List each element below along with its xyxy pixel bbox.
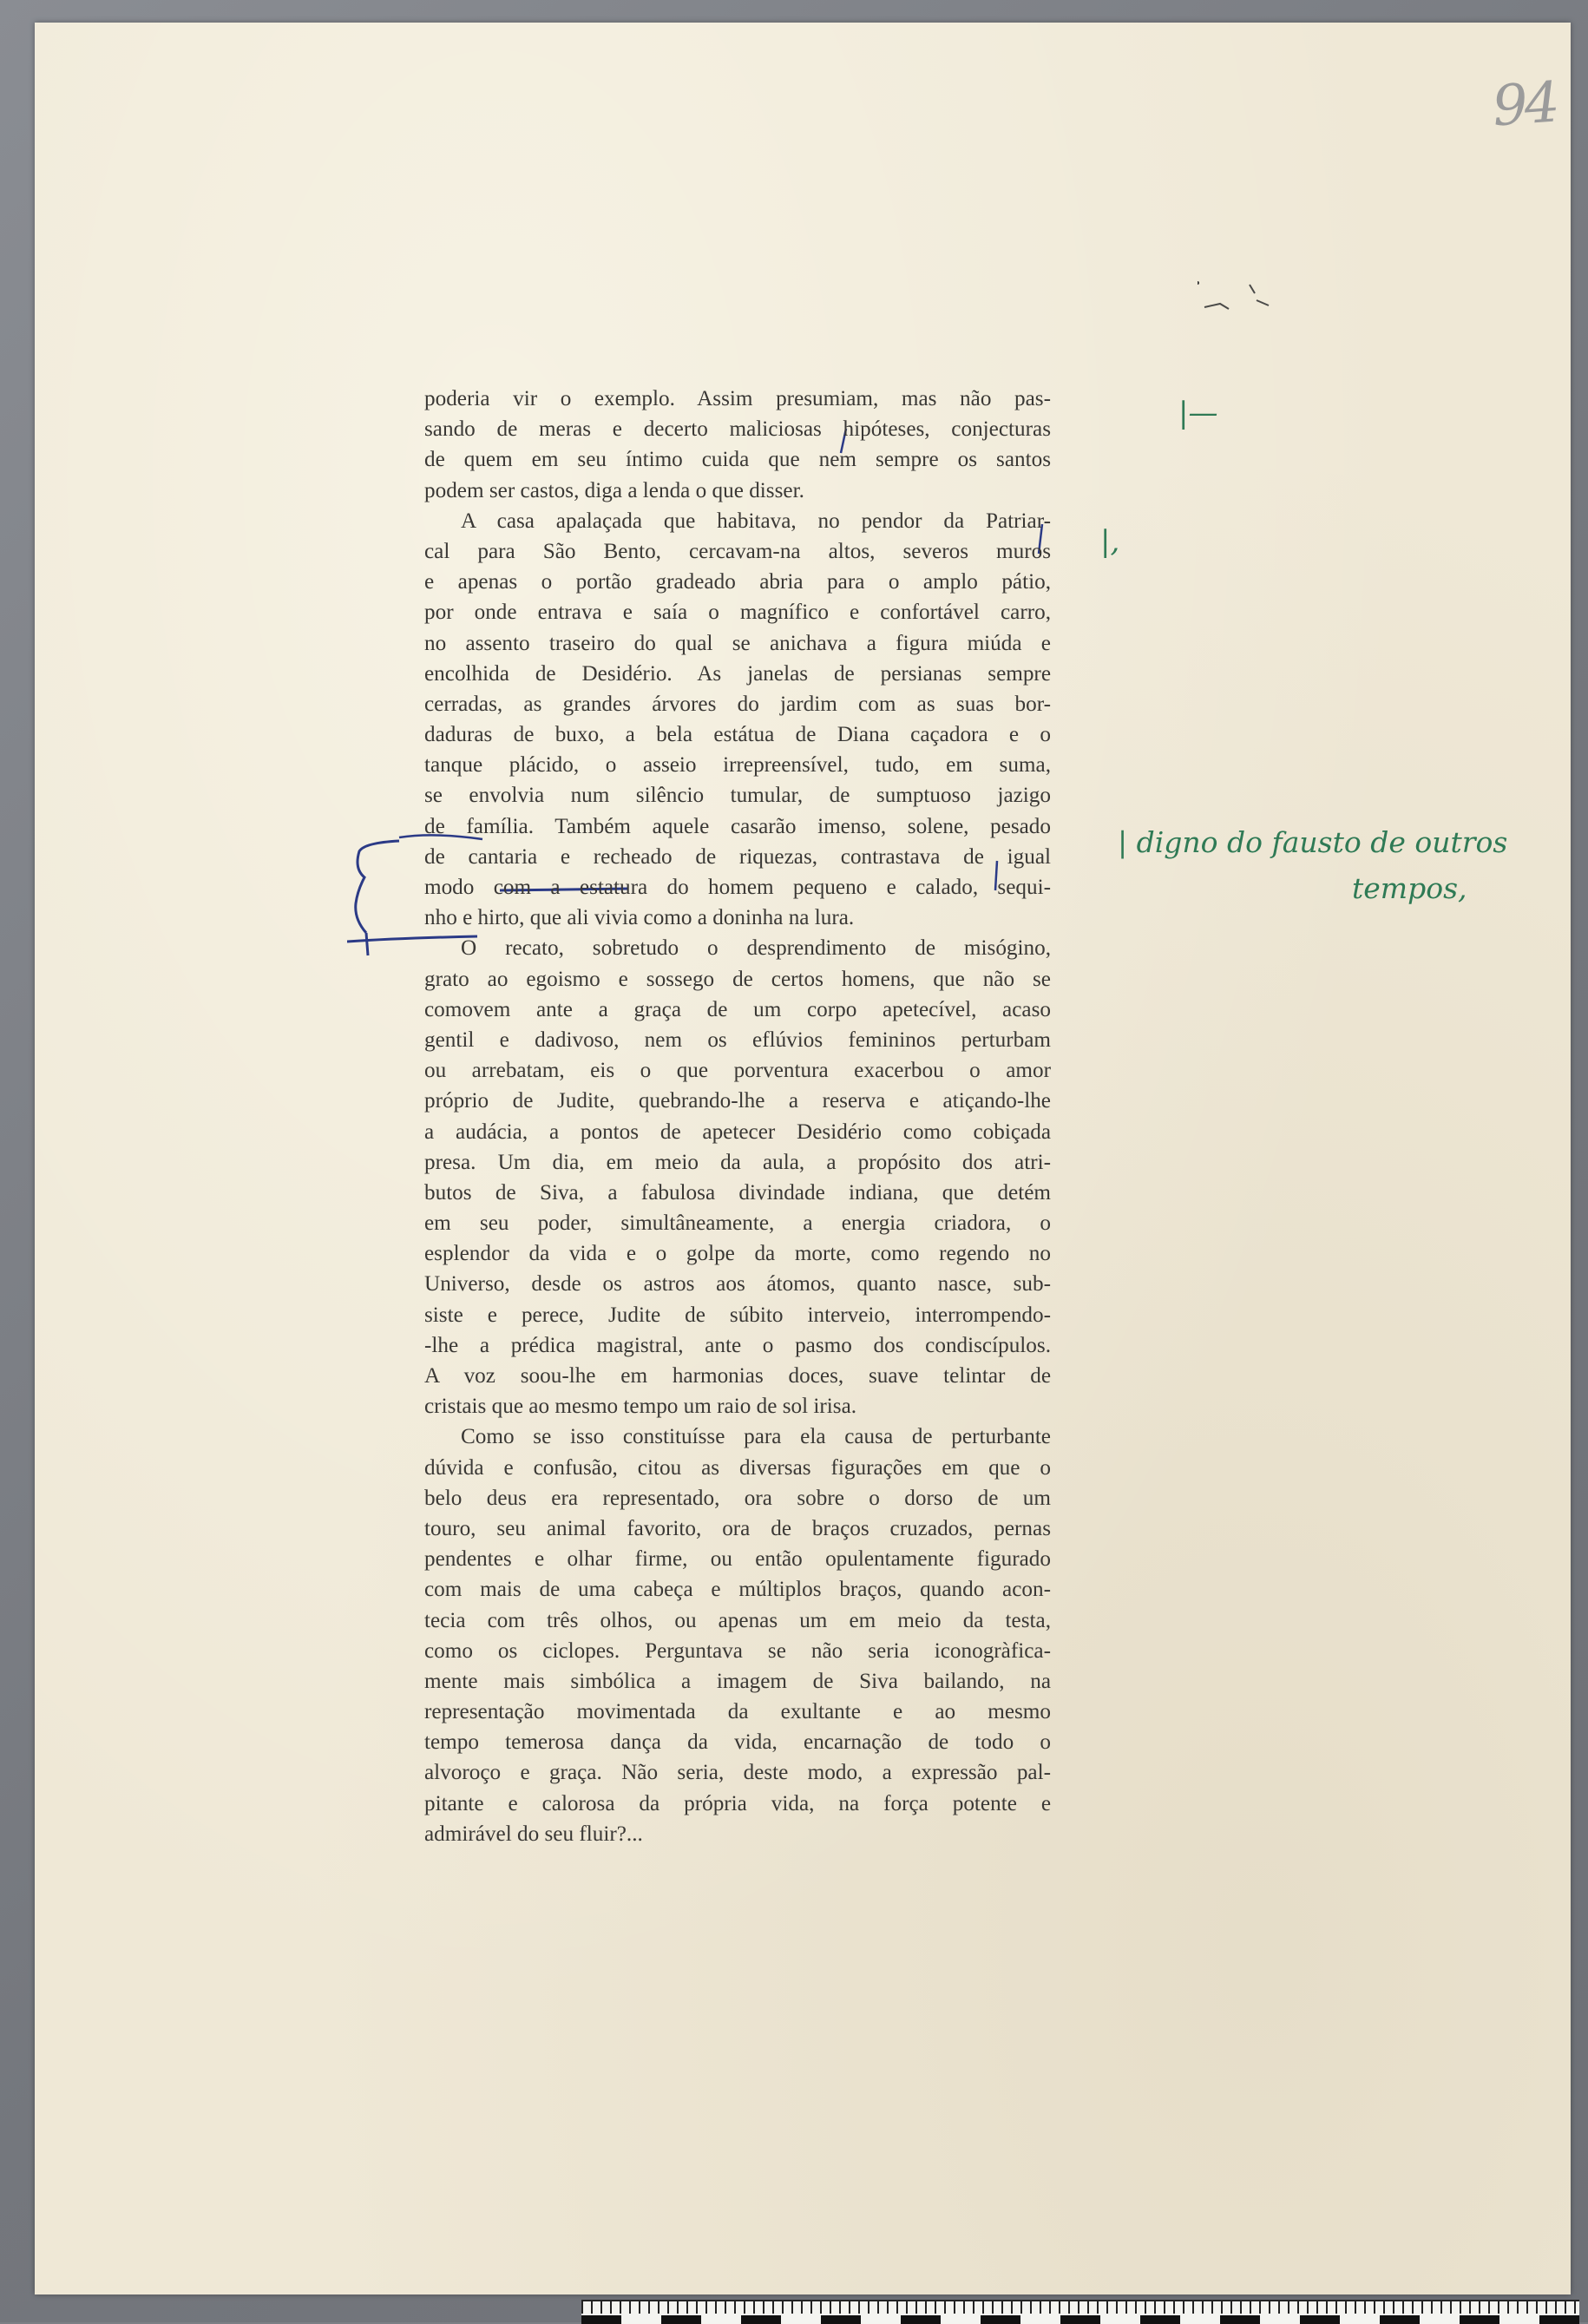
text-line: butos de Siva, a fabulosa divindade indiana, que detém — [424, 1180, 1051, 1205]
text-line: cristais que ao mesmo tempo um raio de sol irisa. — [424, 1395, 857, 1419]
text-line: poderia vir o exemplo. Assim presumiam, mas não pas- — [424, 387, 1051, 410]
text-line: próprio de Judite, quebrando-lhe a reserva e atiçando-lhe — [424, 1089, 1051, 1113]
text-line: gentil e dadivoso, nem os eflúvios femininos perturbam — [424, 1027, 1051, 1052]
text-line: de quem em seu íntimo cuida que nem sempre os santos — [424, 448, 1051, 472]
text-line: mente mais simbólica a imagem de Siva bailando, na — [424, 1669, 1051, 1693]
text-line: belo deus era representado, ora sobre o dorso de um — [424, 1486, 1051, 1510]
text-line: A voz soou-lhe em harmonias doces, suave telintar de — [424, 1364, 1051, 1388]
text-line: por onde entrava e saía o magnífico e confortável carro, — [424, 601, 1051, 625]
text-line: admirável do seu fluir?... — [424, 1822, 643, 1846]
paragraph-1 — [424, 384, 1051, 506]
margin-mark-2: |, — [1100, 524, 1120, 559]
text-line: tanque plácido, o asseio irrepreensível, tudo, em suma, — [424, 753, 1051, 778]
text-line: tempo temerosa dança da vida, encarnação de todo o — [424, 1730, 1051, 1755]
ruler-ticks — [581, 2301, 1579, 2314]
body-text — [424, 384, 1051, 1849]
text-line: pitante e calorosa da própria vida, na força potente e — [424, 1791, 1051, 1815]
text-line: em seu poder, simultâneamente, a energia criadora, o — [424, 1211, 1051, 1236]
text-line: de cantaria e recheado de riquezas, contrastava de igual — [424, 844, 1051, 869]
text-line: O recato, sobretudo o desprendimento de misógino, — [461, 936, 1051, 961]
text-line: esplendor da vida e o golpe da morte, como regendo no — [424, 1242, 1051, 1266]
text-line: Como se isso constituísse para ela causa de perturbante — [461, 1425, 1051, 1449]
ruler-blocks — [581, 2315, 1579, 2324]
text-line: a audácia, a pontos de apetecer Desidério como cobiçada — [424, 1119, 1051, 1144]
text-line: pendentes e olhar firme, ou então opulentamente figurado — [424, 1547, 1051, 1572]
manuscript-page — [35, 23, 1571, 2294]
text-line: encolhida de Desidério. As janelas de persianas sempre — [424, 661, 1051, 686]
scale-ruler — [581, 2300, 1579, 2324]
paragraph-3 — [424, 933, 1051, 1421]
text-line: siste e perece, Judite de súbito interveio, interrompendo- — [424, 1303, 1051, 1327]
text-line: modo com a estatura do homem pequeno e calado, sequi- — [424, 876, 1051, 899]
text-line: como os ciclopes. Perguntava se não seria iconogràfica- — [424, 1638, 1051, 1663]
text-line: alvoroço e graça. Não seria, deste modo, a expressão pal- — [424, 1761, 1051, 1785]
text-line: grato ao egoismo e sossego de certos homens, que não se — [424, 967, 1051, 991]
text-line: sando de meras e decerto maliciosas hipóteses, conjecturas — [424, 417, 1051, 442]
text-line: nho e hirto, que ali vivia como a doninha na lura. — [424, 906, 855, 930]
text-line: de família. Também aquele casarão imenso, solene, pesado — [424, 814, 1051, 838]
text-line: podem ser castos, diga a lenda o que disser. — [424, 478, 804, 502]
paragraph-2 — [424, 506, 1051, 934]
text-line: A casa apalaçada que habitava, no pendor da Patriar- — [461, 509, 1051, 533]
ink-specks — [1198, 266, 1302, 318]
text-line: se envolvia num silêncio tumular, de sumptuoso jazigo — [424, 784, 1051, 808]
text-line: e apenas o portão gradeado abria para o amplo pátio, — [424, 570, 1051, 594]
text-line: -lhe a prédica magistral, ante o pasmo dos condiscípulos. — [424, 1333, 1051, 1357]
margin-note-line-1: | digno do fausto de outros — [1118, 825, 1508, 859]
margin-mark-1: |— — [1178, 396, 1218, 430]
text-line: dúvida e confusão, citou as diversas figurações em que o — [424, 1455, 1051, 1480]
text-line: comovem ante a graça de um corpo apetecível, acaso — [424, 997, 1051, 1021]
text-line: ou arrebatam, eis o que porventura exacerbou o amor — [424, 1059, 1051, 1083]
text-line: tecia com três olhos, ou apenas um em meio da testa, — [424, 1608, 1051, 1632]
text-line: representação movimentada da exultante e ao mesmo — [424, 1700, 1051, 1724]
text-line: Universo, desde os astros aos átomos, quanto nasce, sub- — [424, 1272, 1051, 1297]
text-line: presa. Um dia, em meio da aula, a propósito dos atri- — [424, 1150, 1051, 1174]
paragraph-4 — [424, 1421, 1051, 1849]
page-number: 94 — [1490, 70, 1558, 140]
text-line: com mais de uma cabeça e múltiplos braços, quando acon- — [424, 1578, 1051, 1602]
text-line: touro, seu animal favorito, ora de braços cruzados, pernas — [424, 1516, 1051, 1540]
text-line: daduras de buxo, a bela estátua de Diana caçadora e o — [424, 723, 1051, 747]
text-line: cal para São Bento, cercavam-na altos, severos muros — [424, 539, 1051, 563]
margin-note-line-2: tempos, — [1352, 871, 1467, 905]
text-line: no assento traseiro do qual se anichava a figura miúda e — [424, 631, 1051, 655]
text-line: cerradas, as grandes árvores do jardim com as suas bor- — [424, 692, 1051, 716]
